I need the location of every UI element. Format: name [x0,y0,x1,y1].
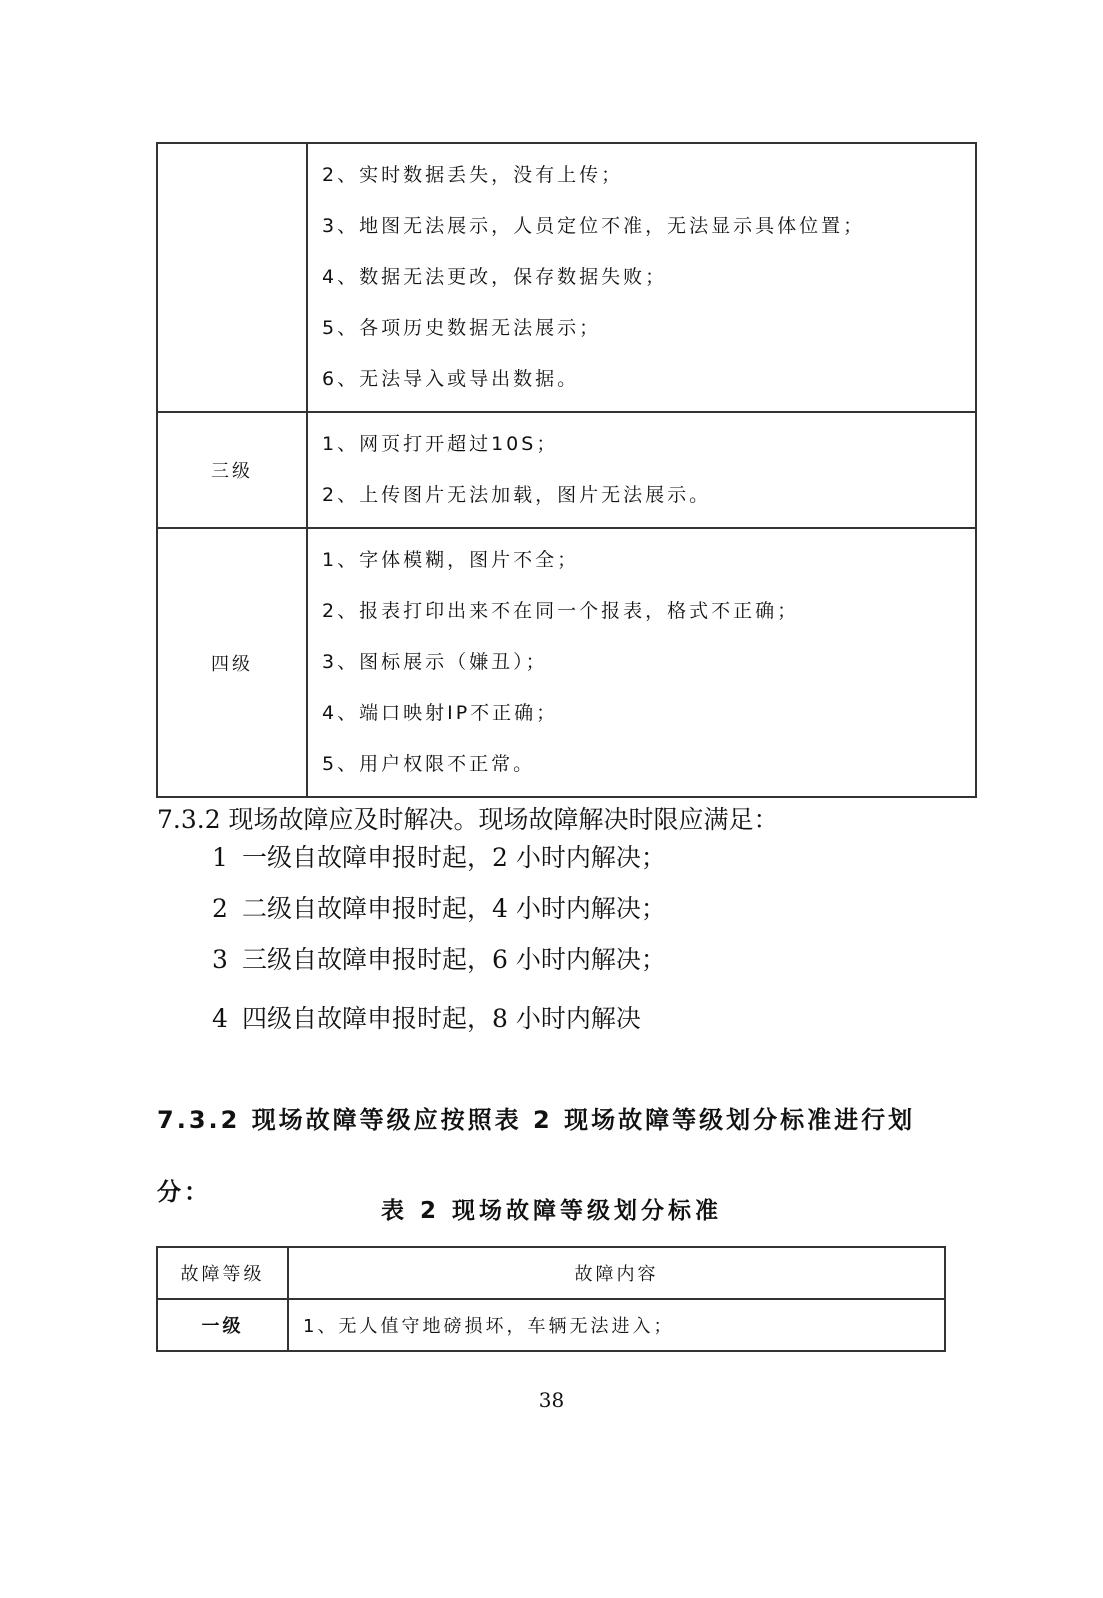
section-7-3-2-classification: 7.3.2 现场故障等级应按照表 2 现场故障等级划分标准进行划分： [157,1106,916,1206]
fault-item: 1、字体模糊，图片不全； [322,549,580,571]
table-row [157,412,976,528]
list-text: 四级自故障申报时起，8 小时内解决 [242,1004,641,1033]
level-cell [157,143,307,412]
list-item [212,832,666,883]
items-cell [307,143,976,412]
table-header-row [157,1247,945,1299]
page-number: 38 [538,1388,565,1412]
table-row [157,528,976,797]
table-row [157,143,976,412]
fault-item: 3、地图无法展示，人员定位不准，无法显示具体位置； [322,215,866,237]
resolution-time-list [212,832,666,1044]
level-cell: 四级 [157,528,307,797]
fault-item: 4、端口映射IP不正确； [322,702,559,724]
items-cell [307,412,976,528]
list-text: 一级自故障申报时起，2 小时内解决； [242,843,666,872]
list-item [212,883,666,934]
list-number: 2 [212,894,228,923]
fault-item: 2、报表打印出来不在同一个报表，格式不正确； [322,600,800,622]
header-fault-content: 故障内容 [288,1247,945,1299]
table-row [157,1299,945,1351]
fault-item: 5、用户权限不正常。 [322,753,536,775]
fault-item: 2、上传图片无法加载，图片无法展示。 [322,484,712,506]
level-cell: 三级 [157,412,307,528]
fault-item: 2、实时数据丢失，没有上传； [322,164,624,186]
list-number: 3 [212,945,228,974]
list-number: 1 [212,843,228,872]
list-item [212,993,666,1044]
list-number: 4 [212,1004,228,1033]
fault-item: 6、无法导入或导出数据。 [322,368,580,390]
list-text: 二级自故障申报时起，4 小时内解决； [242,894,666,923]
fault-item: 4、数据无法更改，保存数据失败； [322,266,668,288]
fault-item: 5、各项历史数据无法展示； [322,317,602,339]
fault-level-table [156,1246,946,1352]
header-fault-level: 故障等级 [157,1247,288,1299]
items-cell [307,528,976,797]
list-item [212,934,666,985]
section-7-3-2-resolution-intro: 7.3.2 现场故障应及时解决。现场故障解决时限应满足： [157,805,779,834]
fault-item: 3、图标展示（嫌丑）； [322,651,548,673]
table-caption: 表 2 现场故障等级划分标准 [380,1198,723,1224]
fault-item: 1、网页打开超过10S； [322,433,559,455]
list-text: 三级自故障申报时起，6 小时内解决； [242,945,666,974]
fault-level-table-continued [156,142,977,798]
level-cell: 一级 [157,1299,288,1351]
content-cell: 1、无人值守地磅损坏，车辆无法进入； [288,1299,945,1351]
